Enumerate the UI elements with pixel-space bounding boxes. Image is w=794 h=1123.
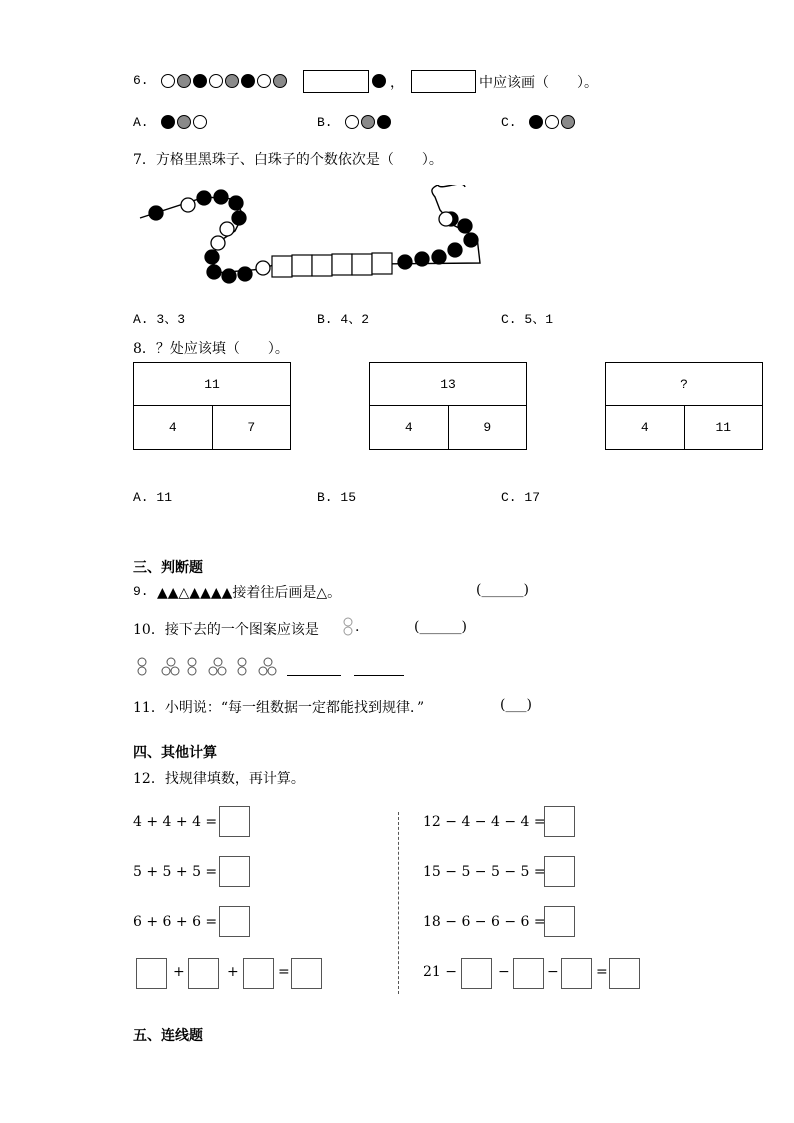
q6-text: 中应该画（ ）。 bbox=[479, 75, 598, 91]
left-row-2-answer[interactable] bbox=[219, 856, 250, 887]
white-bead-icon bbox=[257, 74, 271, 88]
right-last-result[interactable] bbox=[609, 958, 640, 989]
gray-bead-icon bbox=[177, 74, 191, 88]
q12-text: 12．找规律填数，再计算。 bbox=[133, 771, 305, 787]
q8-box3-top: ? bbox=[606, 363, 763, 406]
q9-answer-blank[interactable]: (______) bbox=[476, 582, 529, 598]
white-bead-icon bbox=[193, 115, 207, 129]
left-row-2: 5 + 5 + 5 = bbox=[133, 864, 218, 880]
right-row-1: 12 − 4 − 4 − 4 = bbox=[423, 814, 546, 830]
q7-option-a[interactable]: A. 3、3 bbox=[133, 312, 186, 327]
black-bead-icon bbox=[241, 74, 255, 88]
left-last-box-2[interactable] bbox=[188, 958, 219, 989]
q8-text: 8．？处应该填（ ）。 bbox=[133, 341, 289, 357]
q11-text: 11．小明说：“每一组数据一定都能找到规律．” bbox=[133, 700, 425, 716]
gray-bead-icon bbox=[561, 115, 575, 129]
q8-box2-top: 13 bbox=[370, 363, 527, 406]
right-last-box-3[interactable] bbox=[561, 958, 592, 989]
q6-comma: ， bbox=[390, 75, 404, 91]
q8-box2-left: 4 bbox=[370, 406, 449, 450]
right-last-box-1[interactable] bbox=[461, 958, 492, 989]
q6-option-c[interactable] bbox=[501, 114, 577, 130]
gray-bead-icon bbox=[361, 115, 375, 129]
left-last-box-3[interactable] bbox=[243, 958, 274, 989]
q10-tail: . bbox=[355, 619, 360, 635]
white-bead-icon bbox=[209, 74, 223, 88]
black-bead-icon bbox=[372, 74, 386, 88]
gray-bead-icon bbox=[273, 74, 287, 88]
left-last-eq: = bbox=[278, 964, 290, 980]
right-last-start: 21 − bbox=[423, 964, 457, 980]
black-bead-icon bbox=[161, 115, 175, 129]
q6-answer-box[interactable] bbox=[303, 70, 369, 93]
section4-title: 四、其他计算 bbox=[133, 745, 217, 761]
option-label: B. bbox=[317, 115, 333, 130]
q10-answer-pattern-icon bbox=[341, 617, 355, 637]
left-row-3-answer[interactable] bbox=[219, 906, 250, 937]
column-divider bbox=[398, 812, 399, 994]
right-row-3: 18 − 6 − 6 − 6 = bbox=[423, 914, 546, 930]
q10-text: 10．接下去的一个图案应该是 bbox=[133, 622, 319, 638]
q8-box3-left: 4 bbox=[606, 406, 685, 450]
gray-bead-icon bbox=[177, 115, 191, 129]
right-row-2-answer[interactable] bbox=[544, 856, 575, 887]
q6-question-box bbox=[411, 70, 476, 93]
q8-number-box-2 bbox=[369, 362, 527, 450]
left-last-plus-2: + bbox=[227, 964, 239, 980]
q8-number-box-3 bbox=[605, 362, 763, 450]
right-last-minus-1: − bbox=[498, 964, 510, 980]
right-row-2: 15 − 5 − 5 − 5 = bbox=[423, 864, 546, 880]
q6-option-b[interactable] bbox=[317, 114, 393, 130]
q9-text: ▲▲△▲▲▲▲接着往后画是△。 bbox=[157, 585, 342, 601]
q8-option-c[interactable]: C. 17 bbox=[501, 490, 541, 505]
white-bead-icon bbox=[161, 74, 175, 88]
q10-answer-blank[interactable]: (______) bbox=[414, 619, 467, 635]
q8-number-box-1 bbox=[133, 362, 291, 450]
left-last-box-1[interactable] bbox=[136, 958, 167, 989]
left-row-3: 6 + 6 + 6 = bbox=[133, 914, 218, 930]
q7-option-c[interactable]: C. 5、1 bbox=[501, 312, 554, 327]
black-bead-icon bbox=[529, 115, 543, 129]
right-last-box-2[interactable] bbox=[513, 958, 544, 989]
q6-number: 6. bbox=[133, 73, 149, 88]
q10-pattern-sequence bbox=[133, 656, 283, 680]
q9-number: 9. bbox=[133, 584, 149, 599]
right-row-1-answer[interactable] bbox=[544, 806, 575, 837]
q8-option-a[interactable]: A. 11 bbox=[133, 490, 173, 505]
q10-blank-2[interactable] bbox=[354, 675, 404, 676]
right-last-eq: = bbox=[596, 964, 608, 980]
gray-bead-icon bbox=[225, 74, 239, 88]
q8-box1-top: 11 bbox=[134, 363, 291, 406]
white-bead-icon bbox=[545, 115, 559, 129]
section5-title: 五、连线题 bbox=[133, 1028, 203, 1044]
q8-box1-right: 7 bbox=[212, 406, 291, 450]
left-row-1-answer[interactable] bbox=[219, 806, 250, 837]
left-row-1: 4 + 4 + 4 = bbox=[133, 814, 218, 830]
q10-blank-1[interactable] bbox=[287, 675, 341, 676]
q7-bead-string-figure bbox=[135, 185, 485, 285]
option-label: A. bbox=[133, 115, 149, 130]
q11-answer-blank[interactable]: (___) bbox=[500, 697, 532, 713]
black-bead-icon bbox=[377, 115, 391, 129]
white-bead-icon bbox=[345, 115, 359, 129]
q6-bead-after bbox=[372, 73, 388, 89]
option-label: C. bbox=[501, 115, 517, 130]
left-last-plus-1: + bbox=[173, 964, 185, 980]
q7-text: 7．方格里黑珠子、白珠子的个数依次是（ ）。 bbox=[133, 152, 443, 168]
q6-bead-sequence bbox=[161, 73, 289, 89]
q8-box3-right: 11 bbox=[684, 406, 763, 450]
q7-option-b[interactable]: B. 4、2 bbox=[317, 312, 370, 327]
section3-title: 三、判断题 bbox=[133, 560, 203, 576]
right-row-3-answer[interactable] bbox=[544, 906, 575, 937]
q8-box2-right: 9 bbox=[448, 406, 527, 450]
q8-option-b[interactable]: B. 15 bbox=[317, 490, 357, 505]
black-bead-icon bbox=[193, 74, 207, 88]
left-last-result[interactable] bbox=[291, 958, 322, 989]
q8-box1-left: 4 bbox=[134, 406, 213, 450]
q6-option-a[interactable] bbox=[133, 114, 209, 130]
right-last-minus-2: − bbox=[547, 964, 559, 980]
